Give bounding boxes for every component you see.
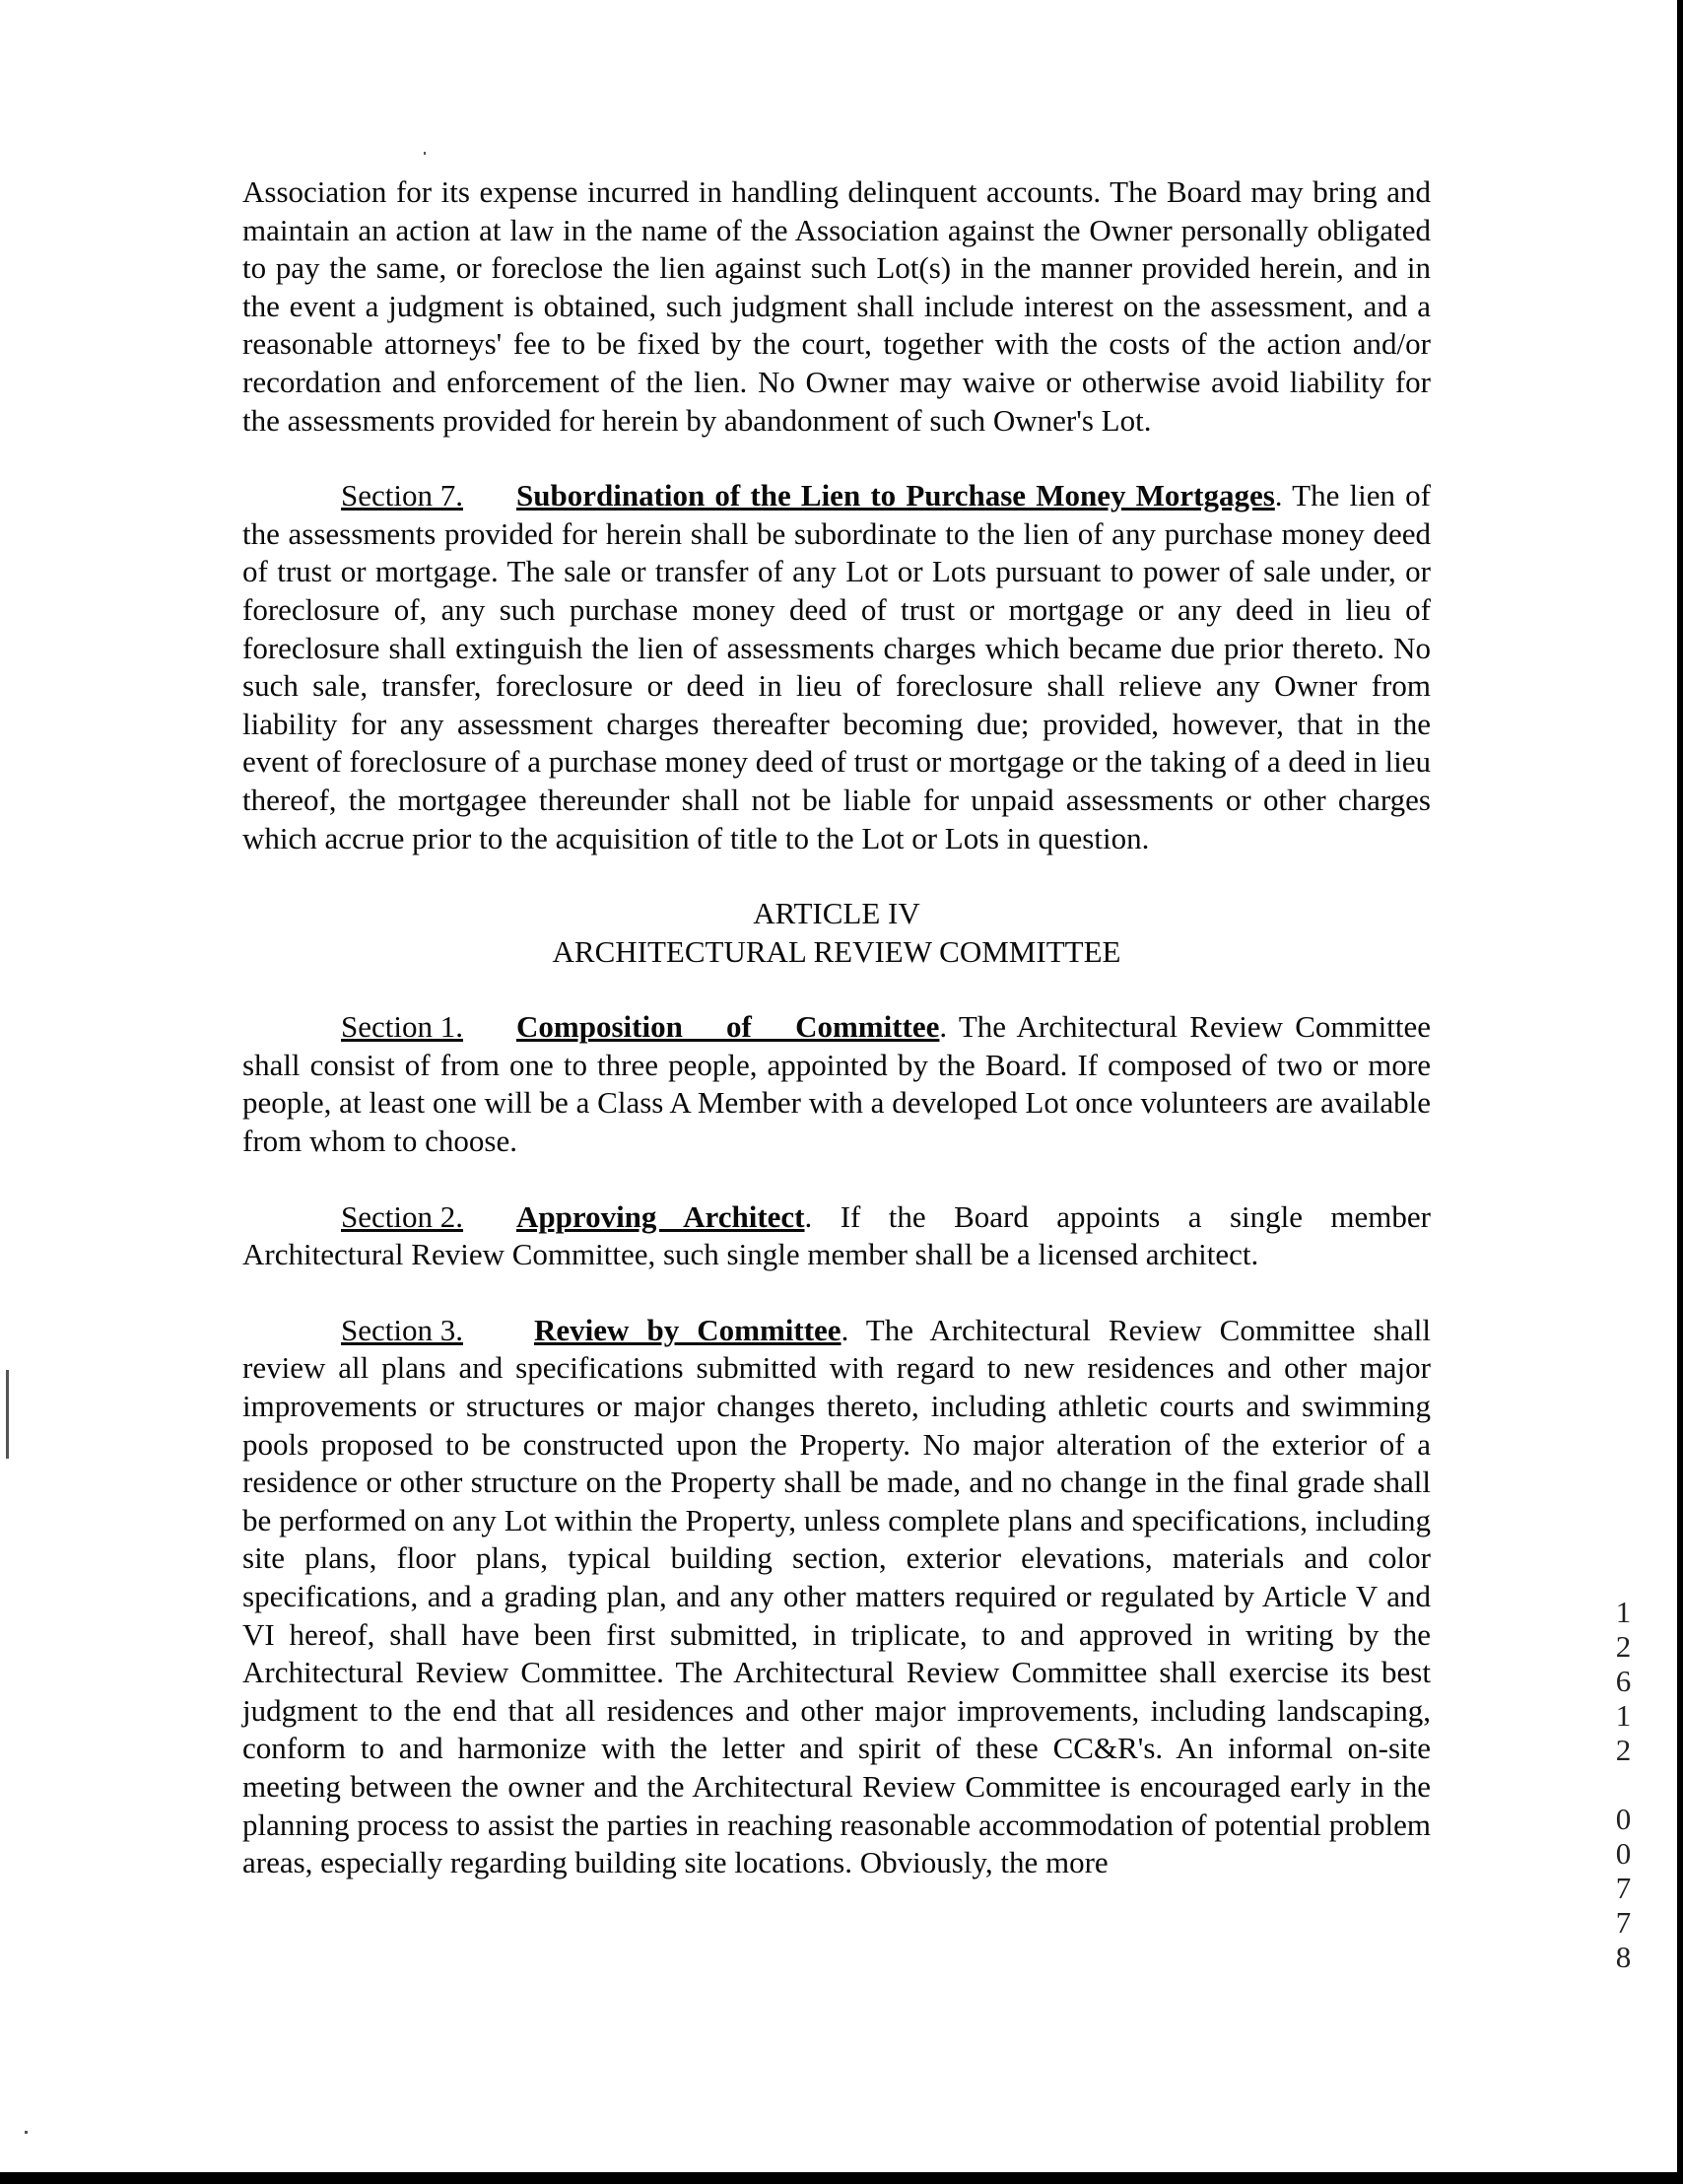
recording-stamp-number: 12612 00778	[1606, 1594, 1641, 1974]
section-7-title: Subordination of the Lien to Purchase Money Mortgages	[516, 478, 1275, 513]
section-3-title: Review by Committee	[534, 1312, 842, 1347]
spacer	[242, 857, 1431, 895]
spacer	[242, 1161, 1431, 1198]
scan-speck	[25, 2131, 28, 2134]
spacer	[242, 440, 1431, 477]
section-3-body: . The Architectural Review Committee shall review all plans and specifications submitted with regard to new residences and other major improvements or structures or major changes thereto, including athletic courts and swimming pools proposed to be constructed upon the Property. No major alteration of the exterior of a residence or other structure on the Property shall be made, and no change in the final grade shall be performed on any Lot within the Property, unless complete plans and specifications, including site plans, floor plans, typical building section, exterior elevations, materials and color specifications, and a grading plan, and any other matters required or regulated by Article V and VI hereof, shall have been first submitted, in triplicate, to and approved in writing by the Architectural Review Committee. The Architectural Review Committee shall exercise its best judgment to the end that all residences and other major improvements, including landscaping, conform to and harmonize with the letter and spirit of these CC&R's. An informal on-site meeting between the owner and the Architectural Review Committee is encouraged early in the planning process to assist the parties in reaching reasonable accommodation of potential problem areas, especially regarding building site locations. Obviously, the more	[242, 1312, 1431, 1880]
scan-speck	[6, 1370, 9, 1459]
article-number: ARTICLE IV	[753, 896, 920, 931]
section-3-label: Section 3.	[341, 1312, 463, 1347]
paragraph-intro: Association for its expense incurred in handling delinquent accounts. The Board may bring and maintain an action at law in the name of the Association against the Owner personally obligated to pay the same, or foreclose the lien against such Lot(s) in the manner provided herein, and in the event a judgment is obtained, such judgment shall include interest on the assessment, and a reasonable attorneys' fee to be fixed by the court, together with the costs of the action and/or recordation and enforcement of the lien. No Owner may waive or otherwise avoid liability for the assessments provided for herein by abandonment of such Owner's Lot.	[242, 174, 1431, 438]
section-1-paragraph	[242, 1008, 1431, 1160]
document-body	[242, 173, 1431, 1882]
section-7-label: Section 7.	[341, 478, 463, 513]
section-7-body: . The lien of the assessments provided for herein shall be subordinate to the lien of any purchase money deed of trust or mortgage. The sale or transfer of any Lot or Lots pursuant to power of sale under, or foreclosure of, any such purchase money deed of trust or mortgage or any deed in lieu of foreclosure shall extinguish the lien of assessments charges which became due prior thereto. No such sale, transfer, foreclosure or deed in lieu of foreclosure shall relieve any Owner from liability for any assessment charges thereafter becoming due; provided, however, that in the event of foreclosure of a purchase money deed of trust or mortgage or the taking of a deed in lieu thereof, the mortgagee thereunder shall not be liable for unpaid assessments or other charges which accrue prior to the acquisition of title to the Lot or Lots in question.	[242, 478, 1431, 855]
scan-edge-right	[1677, 0, 1683, 2184]
scan-speck	[424, 152, 426, 155]
section-1-title: Composition of Committee	[516, 1009, 940, 1045]
section-2-title: Approving Architect	[516, 1198, 805, 1234]
spacer	[242, 971, 1431, 1008]
section-2-label: Section 2.	[341, 1198, 463, 1234]
section-2-paragraph	[242, 1198, 1431, 1274]
scan-edge-bottom	[0, 2172, 1683, 2184]
section-1-label: Section 1.	[341, 1009, 463, 1045]
section-7-paragraph	[242, 477, 1431, 857]
spacer	[242, 1274, 1431, 1312]
section-2-body: . If the Board appoints a single member Architectural Review Committee, such single member shall be a licensed architect.	[242, 1198, 1432, 1272]
section-3-paragraph	[242, 1312, 1431, 1882]
section-1-body: . The Architectural Review Committee shall consist of from one to three people, appointed by the Board. If composed of two or more people, at least one will be a Class A Member with a developed Lot once volunteers are available from whom to choose.	[242, 1009, 1431, 1159]
article-title: ARCHITECTURAL REVIEW COMMITTEE	[552, 933, 1121, 969]
